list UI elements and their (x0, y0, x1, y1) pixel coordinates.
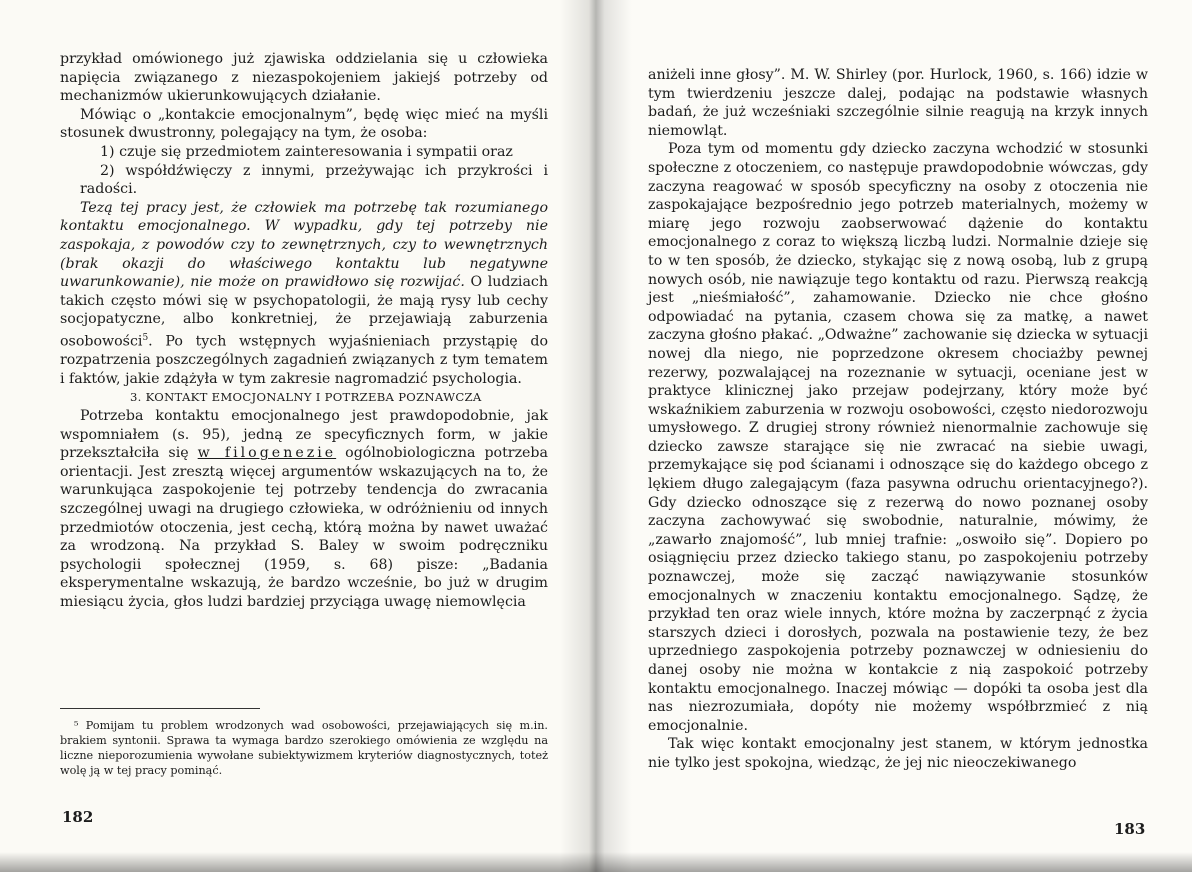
section-text-continued: ogólnobiologiczna potrzeba orientacji. Jest zresztą więcej argumentów wskazujących na to, że warunkująca zaspokojenie tej potrzeby tendencja do zwracania szczególnej uwagi na drugiego człowieka, w odróżnieniu od innych przedmiotów otoczenia, jest cechą, którą można by nawet uważać za wrodzoną. Na przykład S. Baley w swoim podręczniku psychologii społecznej (1959, s. 68) pisze: „Badania eksperymentalne wskazują, że bardzo wcześnie, bo już w drugim miesiącu życia, głos ludzi bardziej przyciąga uwagę niemowlęcia (60, 445, 548, 610)
thesis-text-continued: . Po tych wstępnych wyjaśnieniach przystąpię do rozpatrzenia poszczególnych zagadnień związanych z tym tematem i faktów, jakie zdążyła w tym zakresie nagromadzić psychologia. (60, 333, 548, 387)
page-number: 183 (1114, 820, 1146, 838)
left-text-column (60, 50, 548, 612)
footnote-marker[interactable]: 5 (142, 332, 149, 343)
spaced-emphasis: w filogenezie (197, 445, 337, 462)
section-text: Potrzeba kontaktu emocjonalnego jest prawdopodobnie, jak wspomniałem (s. 95), jedną ze specyficznych form, w jakie przekształciła się (60, 408, 548, 462)
paragraph: aniżeli inne głosy”. M. W. Shirley (por. Hurlock, 1960, s. 166) idzie w tym twierdzeniu jeszcze dalej, podając na podstawie własnych badań, że już wcześniaki szczególnie silnie reagują na krzyk innych niemowląt. (648, 67, 1148, 139)
section-heading: 3. KONTAKT EMOCJONALNY I POTRZEBA POZNAWCZA (130, 390, 482, 405)
thesis-text: O ludziach takich często mówi się w psychopatologii, że mają rysy lub cechy socjopatyczne, albo konkretniej, że przejawiają zaburzenia osobowości (60, 274, 549, 350)
paragraph: Poza tym od momentu gdy dziecko zaczyna wchodzić w stosunki społeczne z otoczeniem, co następuje prawdopodobnie wówczas, gdy zaczyna reagować w sposób specyficzny na osoby z otoczenia nie zaspokajające bezpośrednio jego potrzeb materialnych, możemy w miarę jego rozwoju zaobserwować dążenie do kontaktu emocjonalnego z coraz to większą liczbą ludzi. Normalnie dzieje się to w ten sposób, że dziecko, stykając się z nową osobą, lub z grupą nowych osób, nie nawiązuje tego kontaktu od razu. Pierwszą reakcją jest „nieśmiałość”, zahamowanie. Dziecko nie chce głośno odpowiadać na pytania, czasem chowa się za matkę, a nawet zaczyna głośno płakać. „Odważne” zachowanie się dziecka w sytuacji nowej dla niego, nie poprzedzone okresem chociażby pewnej rezerwy, pozwalającej na rozeznanie w sytuacji, oceniane jest w praktyce klinicznej jako przejaw podejrzany, który może być wskaźnikiem zaburzenia w rozwoju osobowości, często niedorozwoju umysłowego. Z drugiej strony również nienormalnie zachowuje się dziecko zawsze starające się nie zwracać na siebie uwagi, przemykające się pod ścianami i odnoszące się do każdego obcego z lękiem długo zalegającym (faza pasywna odruchu orientacyjnego?). Gdy dziecko odnoszące się z rezerwą do nowo poznanej osoby zaczyna zachowywać się swobodnie, naturalnie, mówimy, że „zawarło znajomość”, lub mniej trafnie: „oswoiło się”. Dopiero po osiągnięciu przez dziecko takiego stanu, po zaspokojeniu potrzeby poznawczej, może się zacząć nawiązywanie stosunków emocjonalnych w znaczeniu kontaktu emocjonalnego. Sądzę, że przykład ten oraz wiele innych, które można by zaczerpnąć z życia starszych dzieci i dorosłych, pozwala na postawienie tezy, że bez uprzedniego zaspokojenia potrzeby poznawczej w odniesieniu do danej osoby nie można w kontakcie z nią zaspokoić potrzeby kontaktu emocjonalnego. Inaczej mówiąc — dopóki ta osoba jest dla nas niezrozumiała, dopóty nie możemy współbrzmieć z nią emocjonalnie. (648, 141, 1148, 734)
footnote-divider (60, 708, 260, 709)
thesis-paragraph (60, 199, 548, 389)
section-paragraph (60, 407, 548, 612)
footnote: ⁵ Pomijam tu problem wrodzonych wad osobowości, przejawiających się m.in. brakiem syntonii. Sprawa ta wymaga bardzo szerokiego omówienia ze względu na liczne nieporozumienia wywołane subiektywizmem kryteriów diagnostycznych, toteż wolę ją w tej pracy pominąć. (60, 719, 548, 777)
list-item: 2) współdźwięczy z innymi, przeżywając ich przykrości i radości. (80, 162, 548, 198)
paragraph: Tak więc kontakt emocjonalny jest stanem, w którym jednostka nie tylko jest spokojna, wiedząc, że jej nic nieoczekiwanego (648, 736, 1148, 771)
list-item: 1) czuje się przedmiotem zainteresowania i sympatii oraz (100, 143, 513, 160)
right-text-column (648, 66, 1148, 773)
bottom-edge-shadow (0, 852, 1192, 872)
right-page (596, 0, 1192, 872)
paragraph: przykład omówionego już zjawiska oddzielania się u człowieka napięcia związanego z niezaspokojeniem jakiejś potrzeby od mechanizmów ukierunkowujących działanie. (60, 51, 548, 105)
thesis-italic-text: Tezą tej pracy jest, że człowiek ma potrzebę tak rozumianego kontaktu emocjonalnego. W wypadku, gdy tej potrzeby nie zaspokaja, z powodów czy to zewnętrznych, czy to wewnętrznych (brak okazji do właściwego kontaktu lub negatywne uwarunkowanie), nie może on prawidłowo się rozwijać. (60, 199, 548, 291)
paragraph: Mówiąc o „kontakcie emocjonalnym”, będę więc mieć na myśli stosunek dwustronny, polegający na tym, że osoba: (60, 106, 548, 142)
page-number: 182 (62, 808, 94, 826)
